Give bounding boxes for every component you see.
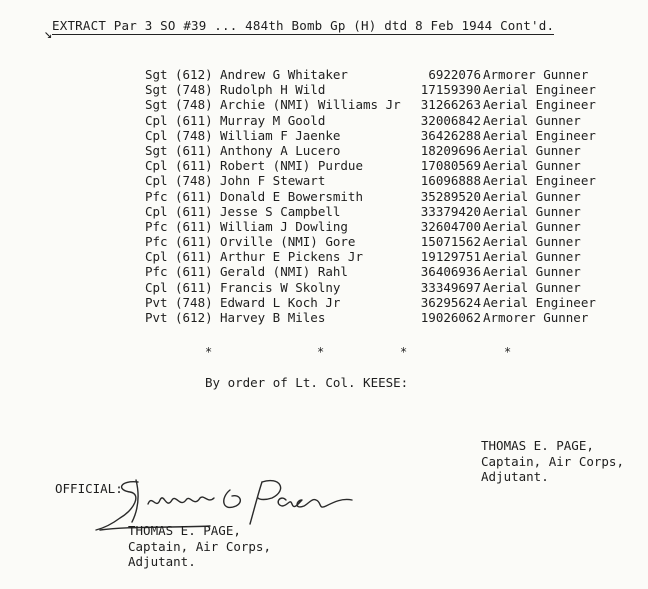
separator-star: * bbox=[317, 345, 325, 359]
unit: (611) bbox=[175, 234, 213, 250]
serial-number: 36295624 bbox=[420, 294, 481, 310]
section-separator bbox=[0, 345, 648, 359]
duty: Aerial Engineer bbox=[483, 294, 596, 310]
rank: Pvt bbox=[145, 294, 168, 310]
duty: Aerial Engineer bbox=[483, 82, 596, 98]
unit: (611) bbox=[175, 249, 213, 265]
soldier-name: William J Dowling bbox=[220, 218, 348, 234]
soldier-name: Donald E Bowersmith bbox=[220, 188, 363, 204]
duty: Aerial Gunner bbox=[483, 188, 581, 204]
soldier-name: Gerald (NMI) Rahl bbox=[220, 264, 348, 280]
rank: Cpl bbox=[145, 173, 168, 189]
unit: (748) bbox=[175, 97, 213, 113]
official-signature-block bbox=[128, 523, 271, 570]
duty: Aerial Engineer bbox=[483, 173, 596, 189]
rank: Pfc bbox=[145, 218, 168, 234]
margin-tick-mark: ↘ bbox=[44, 26, 53, 42]
duty: Aerial Gunner bbox=[483, 142, 581, 158]
rank: Cpl bbox=[145, 158, 168, 174]
serial-number: 16096888 bbox=[420, 173, 481, 189]
rank: Sgt bbox=[145, 142, 168, 158]
soldier-name: Arthur E Pickens Jr bbox=[220, 249, 363, 265]
soldier-name: Anthony A Lucero bbox=[220, 142, 341, 158]
duty: Aerial Engineer bbox=[483, 127, 596, 143]
soldier-name: Edward L Koch Jr bbox=[220, 294, 341, 310]
rank: Cpl bbox=[145, 203, 168, 219]
unit: (748) bbox=[175, 294, 213, 310]
soldier-name: William F Jaenke bbox=[220, 127, 341, 143]
rank: Cpl bbox=[145, 127, 168, 143]
soldier-name: Robert (NMI) Purdue bbox=[220, 158, 363, 174]
serial-number: 36406936 bbox=[420, 264, 481, 280]
serial-number: 19026062 bbox=[420, 310, 481, 325]
duty: Aerial Gunner bbox=[483, 203, 581, 219]
rank: Sgt bbox=[145, 67, 168, 82]
unit: (611) bbox=[175, 218, 213, 234]
serial-number: 17080569 bbox=[420, 158, 481, 174]
rank: Cpl bbox=[145, 112, 168, 128]
duty: Aerial Gunner bbox=[483, 234, 581, 250]
serial-number: 19129751 bbox=[420, 249, 481, 265]
official-label: OFFICIAL: bbox=[55, 481, 123, 496]
separator-star: * bbox=[504, 345, 512, 359]
duty: Aerial Gunner bbox=[483, 249, 581, 265]
duty: Aerial Gunner bbox=[483, 112, 581, 128]
unit: (611) bbox=[175, 112, 213, 128]
serial-number: 31266263 bbox=[420, 97, 481, 113]
duty: Aerial Gunner bbox=[483, 264, 581, 280]
serial-number: 17159390 bbox=[420, 82, 481, 98]
unit: (611) bbox=[175, 188, 213, 204]
serial-number: 33379420 bbox=[420, 203, 481, 219]
duty: Armorer Gunner bbox=[483, 67, 589, 82]
soldier-name: Andrew G Whitaker bbox=[220, 67, 348, 82]
order-line: By order of Lt. Col. KEESE: bbox=[205, 375, 409, 390]
serial-number: 15071562 bbox=[420, 234, 481, 250]
duty: Aerial Gunner bbox=[483, 158, 581, 174]
serial-number: 32604700 bbox=[420, 218, 481, 234]
soldier-name: John F Stewart bbox=[220, 173, 326, 189]
duty: Aerial Engineer bbox=[483, 97, 596, 113]
official-name: THOMAS E. PAGE, bbox=[128, 523, 241, 538]
rank: Cpl bbox=[145, 249, 168, 265]
duty: Aerial Gunner bbox=[483, 279, 581, 295]
serial-number: 33349697 bbox=[420, 279, 481, 295]
unit: (748) bbox=[175, 173, 213, 189]
duty: Aerial Gunner bbox=[483, 218, 581, 234]
separator-star: * bbox=[400, 345, 408, 359]
duty: Armorer Gunner bbox=[483, 310, 589, 325]
unit: (611) bbox=[175, 203, 213, 219]
unit: (748) bbox=[175, 127, 213, 143]
soldier-name: Orville (NMI) Gore bbox=[220, 234, 356, 250]
serial-number: 32006842 bbox=[420, 112, 481, 128]
document-header: EXTRACT Par 3 SO #39 ... 484th Bomb Gp (H) dtd 8 Feb 1944 Cont'd. bbox=[52, 18, 555, 33]
rank: Pvt bbox=[145, 310, 168, 325]
separator-star: * bbox=[205, 345, 213, 359]
serial-number: 6922076 bbox=[428, 67, 481, 82]
commander-name: THOMAS E. PAGE, bbox=[481, 438, 594, 453]
rank: Sgt bbox=[145, 82, 168, 98]
official-rank: Captain, Air Corps, bbox=[128, 538, 271, 554]
soldier-name: Rudolph H Wild bbox=[220, 82, 326, 98]
commander-signature-block bbox=[481, 438, 624, 485]
soldier-name: Jesse S Campbell bbox=[220, 203, 341, 219]
commander-title: Adjutant. bbox=[481, 469, 549, 484]
rank: Pfc bbox=[145, 264, 168, 280]
unit: (748) bbox=[175, 82, 213, 98]
unit: (611) bbox=[175, 158, 213, 174]
serial-number: 35289520 bbox=[420, 188, 481, 204]
soldier-name: Harvey B Miles bbox=[220, 310, 326, 325]
unit: (611) bbox=[175, 279, 213, 295]
soldier-name: Murray M Goold bbox=[220, 112, 326, 128]
rank: Pfc bbox=[145, 188, 168, 204]
unit: (612) bbox=[175, 310, 213, 325]
unit: (611) bbox=[175, 142, 213, 158]
soldier-name: Francis W Skolny bbox=[220, 279, 341, 295]
commander-rank: Captain, Air Corps, bbox=[481, 453, 624, 469]
rank: Cpl bbox=[145, 279, 168, 295]
unit: (611) bbox=[175, 264, 213, 280]
official-title: Adjutant. bbox=[128, 554, 196, 569]
rank: Sgt bbox=[145, 97, 168, 113]
unit: (612) bbox=[175, 67, 213, 82]
serial-number: 18209696 bbox=[420, 142, 481, 158]
rank: Pfc bbox=[145, 234, 168, 250]
soldier-name: Archie (NMI) Williams Jr bbox=[220, 97, 401, 113]
serial-number: 36426288 bbox=[420, 127, 481, 143]
